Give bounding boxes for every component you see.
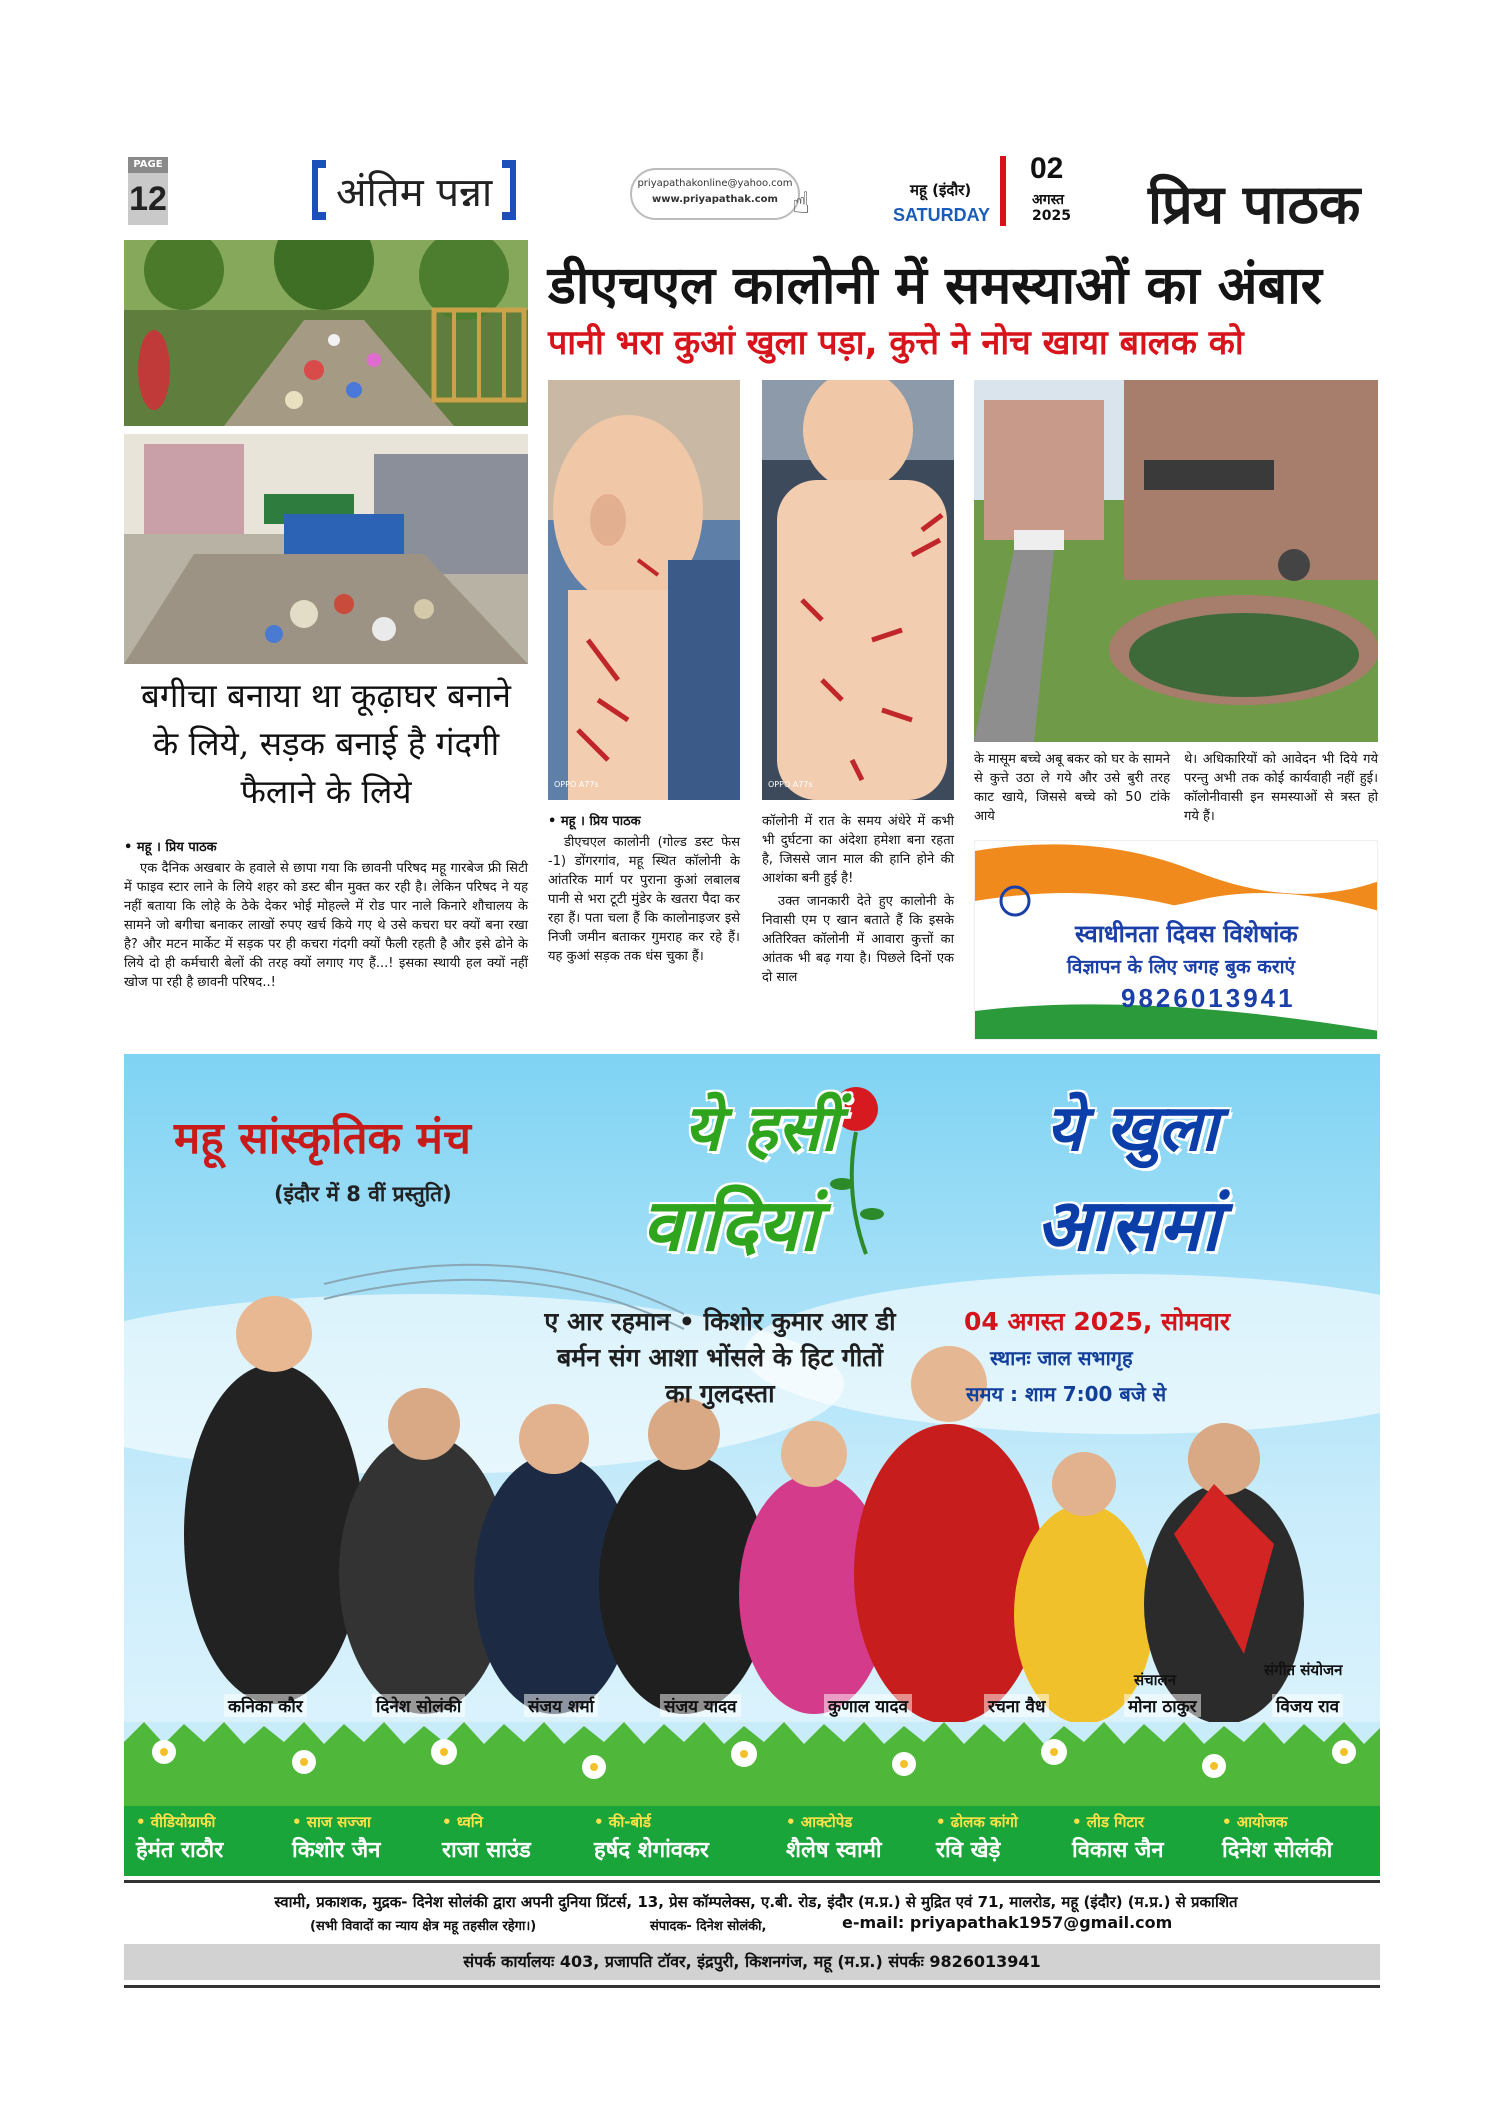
- page-word: PAGE: [128, 157, 168, 173]
- left-story-paragraph: एक दैनिक अखबार के हवाले से छापा गया कि छावनी परिषद महू गारबेज फ्री सिटी में फाइव स्टार लाने के लिये शहर को डस्ट बीन मुक्त कर रही है। लेकिन परिषद ने यह नहीं बताया कि लोहे के ठेके देकर भोई मोहल्ले में रोड पार नाले किनारे शौचालय के सामने जो बगीचा बनाकर लाखों रुपए खर्च किये गए थे उसे कचरा घर क्यों बना रखा है? और मटन मार्केट में सड़क पर ही कचरा गंदगी क्यों फैली रहती है और इसे ढोने के लिये दो ही कर्मचारी बेलों की तरह क्यों लगाए गए हैं...! इसका स्थायी हल क्यों नहीं खोज पा रही है छावनी परिषद..!: [124, 861, 528, 990]
- contact-bar: संपर्क कार्यालयः 403, प्रजापति टॉवर, इंद्रपुरी, किशनगंज, महू (म.प्र.) संपर्कः 9826013941: [124, 1944, 1380, 1980]
- main-story-column-1: [548, 812, 740, 970]
- crew-name: हर्षद शेगांवकर: [594, 1838, 709, 1863]
- main-headline: डीएचएल कालोनी में समस्याओं का अंबार: [548, 256, 1322, 316]
- dateline-place: महू (इंदौर): [910, 181, 972, 199]
- show-title-2: वादियां: [642, 1182, 818, 1267]
- event-time: समय : शाम 7:00 बजे से: [966, 1382, 1167, 1406]
- injured-child-photo-back: [762, 380, 954, 800]
- crew-name: दिनेश सोलंकी: [1222, 1838, 1333, 1863]
- garbage-street-photo: [124, 434, 528, 664]
- crew-name: शैलेष स्वामी: [786, 1838, 882, 1863]
- ad-title: स्वाधीनता दिवस विशेषांक: [1075, 920, 1298, 948]
- jurisdiction-note: (सभी विवादों का न्याय क्षेत्र महू तहसील रहेगा।): [310, 1919, 537, 1934]
- ad-subtitle: विज्ञापन के लिए जगह बुक कराएं: [1067, 956, 1296, 978]
- pointing-hand-icon: ☝: [792, 186, 811, 221]
- footer-divider: [124, 1880, 1380, 1883]
- open-well-photo: [974, 380, 1378, 742]
- concert-advertisement: [124, 1054, 1380, 1876]
- main-story-text-2a: कॉलोनी में रात के समय अंधेरे में कभी भी दुर्घटना का अंदेशा हमेशा बना रहता है, जिससे जान माल की हानि होने की आशंका बनी हुई है!: [762, 814, 954, 886]
- crew-item: [594, 1812, 764, 1864]
- host-name: मोना ठाकुर: [1124, 1694, 1201, 1717]
- bracket-right-icon: [502, 160, 516, 220]
- crew-role: • ध्वनि: [442, 1813, 483, 1831]
- crew-role: • वीडियोग्राफी: [136, 1813, 216, 1831]
- crew-name: हेमंत राठौर: [136, 1838, 224, 1863]
- crew-role: • लीड गिटार: [1072, 1813, 1145, 1831]
- singer-names: [124, 1694, 1380, 1722]
- crew-item: [1222, 1812, 1372, 1864]
- crew-name: विकास जैन: [1072, 1838, 1164, 1863]
- weekday: SATURDAY: [893, 205, 991, 225]
- ad-phone: 9826013941: [1121, 983, 1296, 1013]
- photo-watermark: OPPO A77s: [768, 780, 813, 789]
- singer-name: कनिका कौर: [224, 1694, 307, 1717]
- event-date: 04 अगस्त 2025, सोमवार: [964, 1307, 1231, 1336]
- newspaper-masthead: प्रिय पाठक: [1148, 172, 1361, 236]
- crew-credits-bar: [124, 1806, 1380, 1876]
- show-title-3: ये खुला: [1046, 1091, 1218, 1166]
- singer-name: रचना वैध: [984, 1694, 1049, 1717]
- date-year: 2025: [1032, 208, 1071, 224]
- page-number: 12: [128, 173, 168, 225]
- editor-credit: संपादक- दिनेश सोलंकी,: [650, 1919, 767, 1934]
- crew-item: [936, 1812, 1086, 1864]
- organizer-name: महू सांस्कृतिक मंच: [174, 1113, 471, 1164]
- main-story-text-2b: उक्त जानकारी देते हुए कालोनी के निवासी एम ए खान बताते हैं कि इसके अतिरिक्त कॉलोनी में आवारा कुत्तों का आंतक भी बढ़ गया है। पिछले दिनों एक दो साल: [762, 894, 954, 985]
- photo-watermark: OPPO A77s: [554, 780, 599, 789]
- footer-divider: [124, 1985, 1380, 1988]
- crew-name: राजा साउंड: [442, 1838, 531, 1863]
- singer-name: दिनेश सोलंकी: [372, 1694, 465, 1717]
- crew-item: [292, 1812, 442, 1864]
- web-contact-box: [630, 168, 800, 220]
- crew-item: [442, 1812, 592, 1864]
- crew-role: • साज सज्जा: [292, 1813, 371, 1831]
- left-story-body: [124, 838, 528, 996]
- left-story-dateline: • महू । प्रिय पाठक: [124, 840, 217, 855]
- date-day: 02: [1030, 152, 1064, 185]
- header-divider: [1000, 156, 1006, 226]
- section-title: [312, 158, 516, 222]
- singer-name: कुणाल यादव: [824, 1694, 912, 1717]
- show-title-4: आसमां: [1036, 1182, 1220, 1267]
- crew-item: [786, 1812, 936, 1864]
- host-role: संचालन: [1134, 1671, 1177, 1689]
- website-link[interactable]: www.priyapathak.com: [652, 194, 778, 205]
- main-story-column-2: [762, 812, 954, 991]
- section-label: अंतिम पन्ना: [336, 169, 493, 216]
- crew-role: • ढोलक कांगो: [936, 1813, 1018, 1831]
- imprint-line: स्वामी, प्रकाशक, मुद्रक- दिनेश सोलंकी द्वारा अपनी दुनिया प्रिंटर्स, 13, प्रेस कॉम्पलेक्स, ए.बी. रोड, इंदौर (म.प्र.) से मुद्रित एवं 71, मालरोड, महू (इंदौर) (म.प्र.) से प्रकाशित: [274, 1893, 1238, 1911]
- music-director-name: विजय राव: [1272, 1694, 1343, 1717]
- crew-name: किशोर जैन: [292, 1838, 381, 1863]
- date-month: अगस्त: [1032, 192, 1065, 208]
- music-role: संगीत संयोजन: [1264, 1661, 1343, 1679]
- crew-role: • आक्टोपेड: [786, 1813, 853, 1831]
- main-story-text-3: के मासूम बच्चे अबू बकर को घर के सामने से कुत्ते उठा ले गये और उसे बुरी तरह काट खाये, जिससे बच्चे को 50 टांके आये: [974, 752, 1170, 824]
- crew-role: • की-बोर्ड: [594, 1813, 651, 1831]
- singer-name: संजय शर्मा: [524, 1694, 598, 1717]
- main-story-dateline: • महू । प्रिय पाठक: [548, 814, 641, 829]
- page-number-box: [128, 157, 168, 227]
- crew-role: • आयोजक: [1222, 1813, 1288, 1831]
- main-story-column-4: [1184, 750, 1378, 830]
- left-story-headline: बगीचा बनाया था कूढ़ाघर बनाने के लिये, सड़क बनाई है गंदगी फैलाने के लिये: [141, 676, 511, 811]
- show-description: ए आर रहमान • किशोर कुमार आर डी बर्मन संग आशा भोंसले के हिट गीतों का गुलदस्ता: [544, 1307, 896, 1408]
- grass-daisy-icon: [124, 1722, 1380, 1808]
- footer-email[interactable]: e-mail: priyapathak1957@gmail.com: [842, 1913, 1173, 1932]
- main-subheadline: पानी भरा कुआं खुला पड़ा, कुत्ते ने नोच खाया बालक को: [548, 323, 1244, 363]
- independence-day-ad: [974, 840, 1378, 1040]
- main-story-text-1: डीएचएल कालोनी (गोल्ड डस्ट फेस -1) डोंगरगांव, महू स्थित कॉलोनी के आंतरिक मार्ग पर पुराना कुआं लबालब पानी से भरा टूटी मुंडेर के खतरा पैदा कर रहा हैं। पता चला हैं कि कालोनाइजर इसे निजी जमीन बताकर गुमराह कर रहे हैं। यह कुआं सड़क तक धंस चुका हैं।: [548, 835, 740, 964]
- injured-child-photo-front: [548, 380, 740, 800]
- crew-item: [1072, 1812, 1222, 1864]
- bracket-left-icon: [312, 160, 326, 220]
- garbage-garden-photo: [124, 240, 528, 426]
- email-text: priyapathakonline@yahoo.com: [637, 178, 793, 189]
- singer-name: संजय यादव: [660, 1694, 741, 1717]
- show-title-1: ये हसीं: [684, 1091, 838, 1166]
- crew-item: [136, 1812, 286, 1864]
- crew-name: रवि खेड़े: [936, 1838, 1001, 1863]
- main-story-column-3: [974, 750, 1170, 830]
- main-story-text-4: थे। अधिकारियों को आवेदन भी दिये गये परन्तु अभी तक कोई कार्यवाही नहीं हुई। कॉलोनीवासी इन समस्याओं से त्रस्त हो गये हैं।: [1184, 752, 1378, 824]
- show-count: (इंदौर में 8 वीं प्रस्तुति): [274, 1182, 452, 1206]
- event-venue: स्थानः जाल सभागृह: [990, 1346, 1133, 1370]
